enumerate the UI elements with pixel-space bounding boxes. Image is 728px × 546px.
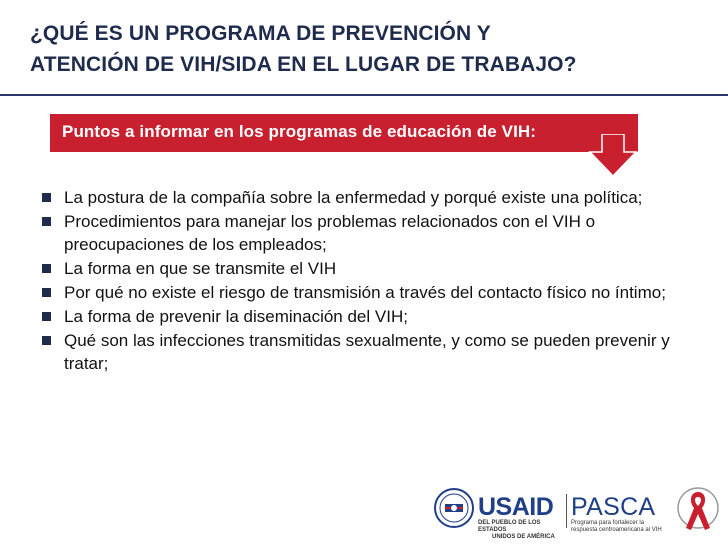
- bullet-list: [40, 186, 700, 376]
- square-bullet-icon: [42, 217, 51, 226]
- red-ribbon-icon: [676, 484, 720, 536]
- list-item: [40, 281, 700, 304]
- list-item: [40, 210, 700, 256]
- square-bullet-icon: [42, 264, 51, 273]
- banner-text: Puntos a informar en los programas de educación de VIH:: [62, 122, 537, 141]
- list-item: [40, 329, 700, 375]
- square-bullet-icon: [42, 312, 51, 321]
- down-arrow-icon: [588, 134, 638, 178]
- pasca-logo: [571, 494, 681, 534]
- list-item: [40, 186, 700, 209]
- bullet-text: Por qué no existe el riesgo de transmisión a través del contacto físico no íntimo;: [64, 283, 666, 302]
- pasca-subtitle-2: respuesta centroamericana al VIH: [571, 527, 662, 533]
- slide-title-line-2: ATENCIÓN DE VIH/SIDA EN EL LUGAR DE TRABAJO?: [30, 53, 577, 76]
- square-bullet-icon: [42, 193, 51, 202]
- usaid-logo: [478, 494, 570, 541]
- usaid-wordmark: USAID: [478, 493, 554, 521]
- list-item: [40, 257, 700, 280]
- bullet-text: Procedimientos para manejar los problemas relacionados con el VIH o preocupaciones de los empleados;: [64, 212, 596, 254]
- list-item: [40, 305, 700, 328]
- bullet-text: La forma en que se transmite el VIH: [64, 259, 337, 278]
- bullet-text: Qué son las infecciones transmitidas sexualmente, y como se pueden prevenir y tratar;: [64, 331, 670, 373]
- bullet-text: La forma de prevenir la diseminación del VIH;: [64, 307, 408, 326]
- bullet-text: La postura de la compañía sobre la enfermedad y porqué existe una política;: [64, 188, 643, 207]
- usaid-subtitle-2: UNIDOS DE AMÉRICA: [492, 534, 555, 540]
- usaid-seal-icon: [434, 488, 474, 528]
- pasca-subtitle-1: Programa para fortalecer la: [571, 520, 645, 526]
- section-banner: [50, 114, 638, 152]
- square-bullet-icon: [42, 288, 51, 297]
- slide-title-line-1: ¿QUÉ ES UN PROGRAMA DE PREVENCIÓN Y: [30, 22, 491, 45]
- slide-title: [30, 18, 710, 80]
- square-bullet-icon: [42, 336, 51, 345]
- logo-separator: [566, 494, 567, 528]
- pasca-wordmark: PASCA: [571, 493, 656, 521]
- usaid-subtitle-1: DEL PUEBLO DE LOS ESTADOS: [478, 520, 541, 533]
- title-divider: [0, 94, 728, 96]
